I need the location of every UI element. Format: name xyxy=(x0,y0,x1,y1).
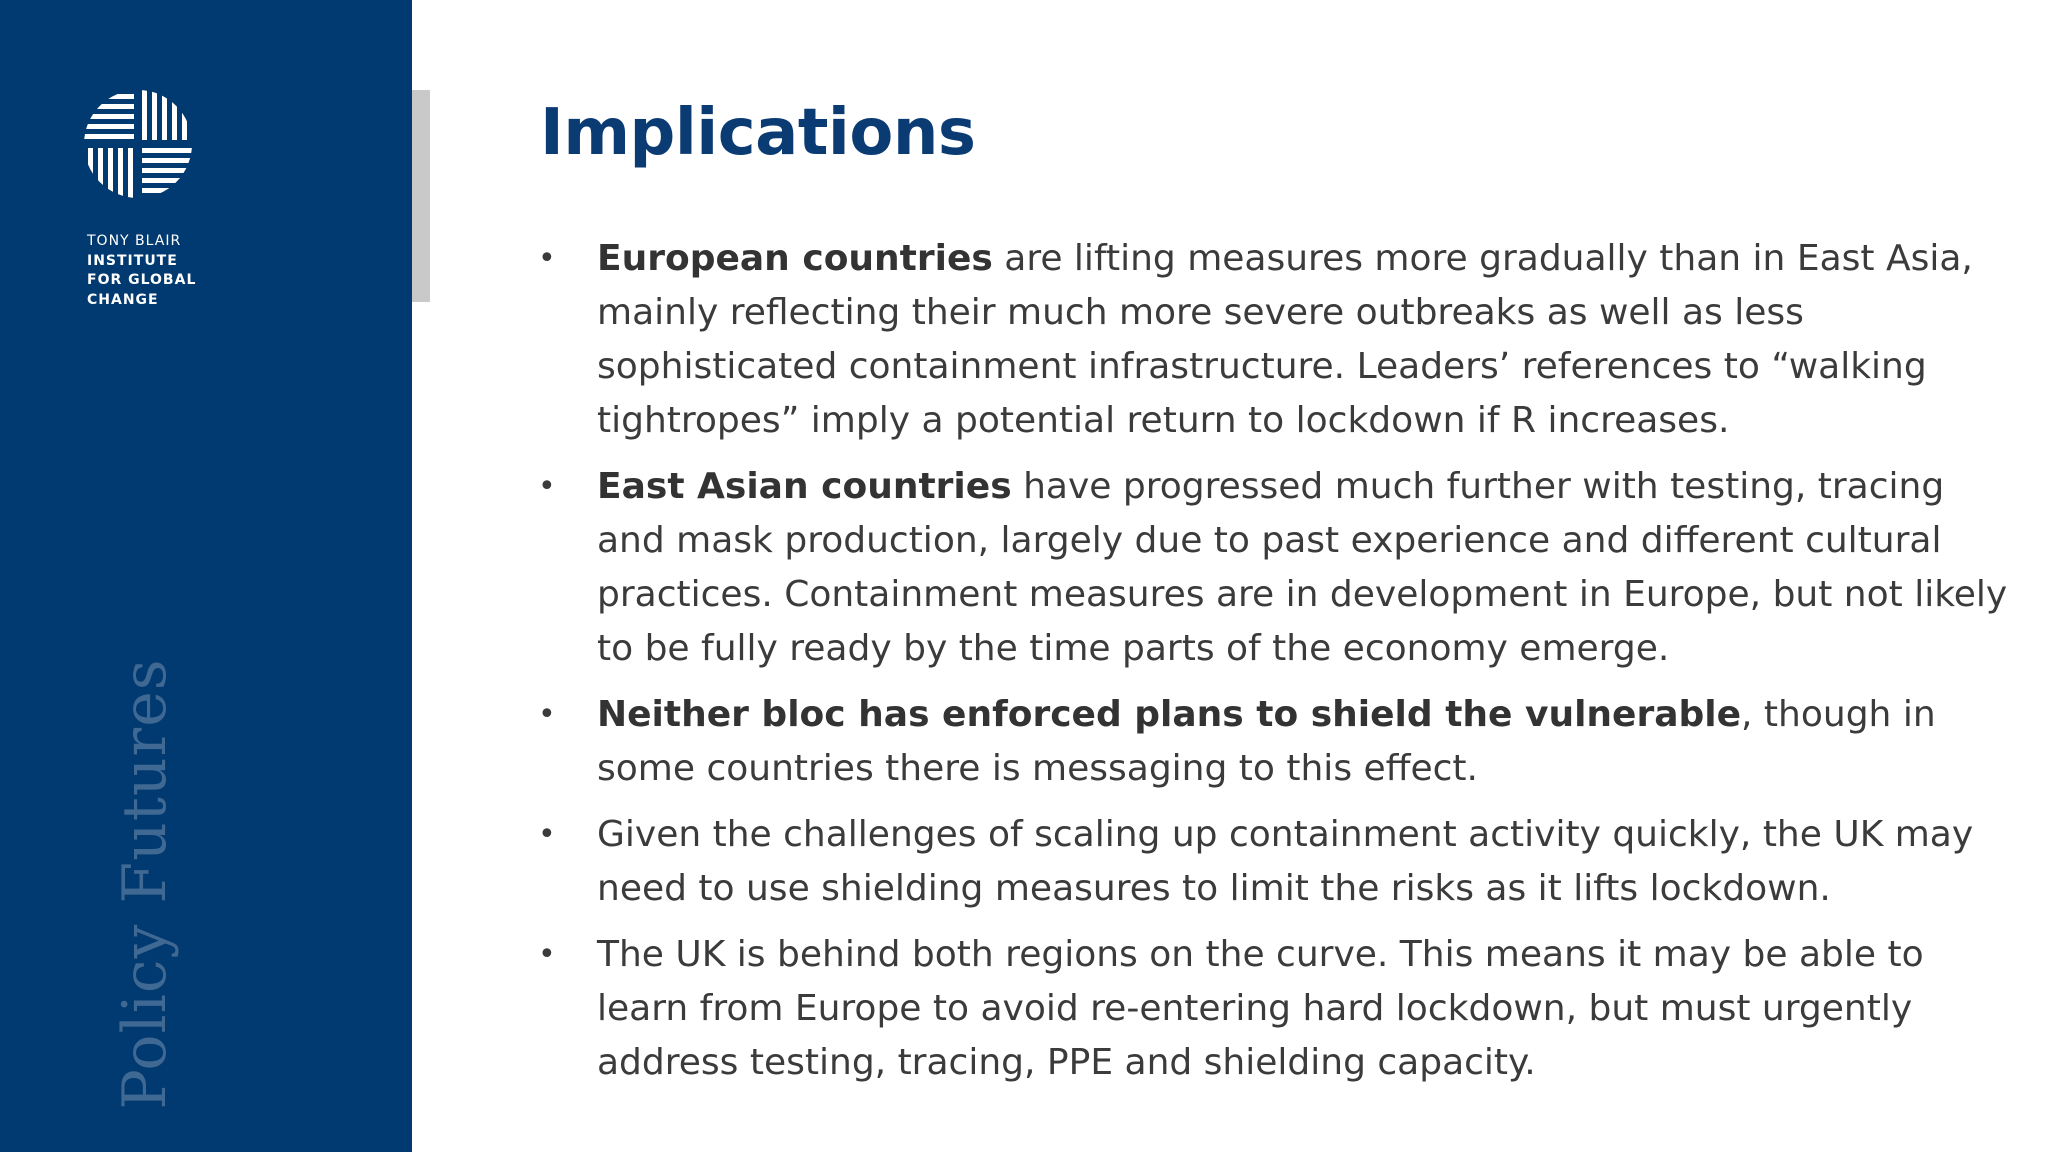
org-name-line: TONY BLAIR xyxy=(87,233,182,249)
org-name-line: INSTITUTE xyxy=(87,252,178,269)
bullet-emphasis: European countries xyxy=(597,238,993,279)
org-name-line: FOR GLOBAL xyxy=(87,272,197,288)
bullet-marker: • xyxy=(538,937,556,972)
sidebar xyxy=(0,0,412,1152)
bullet-item xyxy=(538,232,2008,448)
bullet-emphasis: East Asian countries xyxy=(597,466,1012,507)
bullet-item xyxy=(538,808,2008,916)
bullet-marker: • xyxy=(538,817,556,852)
series-label: Policy Futures xyxy=(110,658,180,1110)
org-name-line: CHANGE xyxy=(87,291,159,308)
bullet-text: The UK is behind both regions on the curve. This means it may be able to learn from Europe to avoid re-entering hard lockdown, but must urgently address testing, tracing, PPE and shielding capacity. xyxy=(597,934,1924,1083)
bullet-item xyxy=(538,460,2008,676)
bullet-emphasis: Neither bloc has enforced plans to shield the vulnerable xyxy=(597,694,1742,735)
bullet-text: , though in some countries there is messaging to this effect. xyxy=(597,694,1936,789)
bullet-item xyxy=(538,928,2008,1090)
bullet-text: are lifting measures more gradually than in East Asia, mainly reflecting their much more severe outbreaks as well as less sophisticated containment infrastructure. Leaders’ references to “walking tightropes” imply a potential return to lockdown if R increases. xyxy=(597,238,1973,441)
org-name xyxy=(87,232,287,310)
bullet-text: Given the challenges of scaling up containment activity quickly, the UK may need to use shielding measures to limit the risks as it lifts lockdown. xyxy=(597,814,1974,909)
bullet-item xyxy=(538,688,2008,796)
bullet-marker: • xyxy=(538,241,556,276)
bullet-marker: • xyxy=(538,469,556,504)
accent-divider xyxy=(412,90,430,302)
woven-lines-logo-icon xyxy=(84,90,192,198)
bullet-list xyxy=(538,232,2008,1102)
slide-title: Implications xyxy=(540,96,976,170)
bullet-text: have progressed much further with testing, tracing and mask production, largely due to past experience and different cultural practices. Containment measures are in development in Europe, but not likely to be fully ready by the time parts of the economy emerge. xyxy=(597,466,2008,669)
bullet-marker: • xyxy=(538,697,556,732)
